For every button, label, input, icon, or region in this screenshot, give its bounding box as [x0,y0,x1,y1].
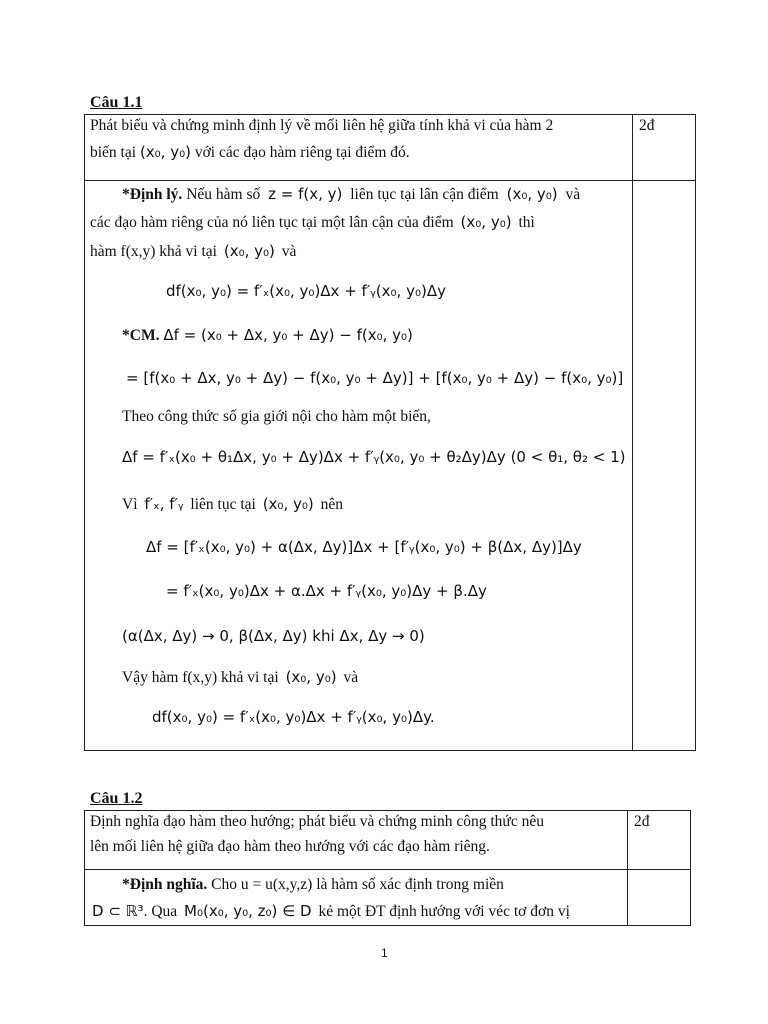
proof-label: *CM. [122,327,160,344]
score-cell: 2đ [634,813,650,830]
proof-text: và [343,669,359,686]
partials-notation: f′ₓ, f′ᵧ [144,495,184,513]
point-notation: (x₀, y₀) [460,213,512,231]
equation-split: = [f(x₀ + Δx, y₀ + Δy) − f(x₀, y₀ + Δy)] + [f(x₀, y₀ + Δy) − f(x₀, y₀)] [126,369,624,387]
equation-mean-value: Δf = f′ₓ(x₀ + θ₁Δx, y₀ + Δy)Δx + f′ᵧ(x₀, y₀ + θ₂Δy)Δy (0 < θ₁, θ₂ < 1) [122,448,626,466]
definition-text: kẻ một ĐT định hướng với véc tơ đơn vị [318,903,570,920]
question-text-line2: lên mối liên hệ giữa đạo hàm theo hướng với các đạo hàm riêng. [90,838,490,855]
theorem-text: và [281,243,297,260]
equation-expanded: = f′ₓ(x₀, y₀)Δx + α.Δx + f′ᵧ(x₀, y₀)Δy + β.Δy [166,582,487,600]
question-text-line1: Định nghĩa đạo hàm theo hướng; phát biểu và chứng minh công thức nêu [90,813,544,830]
equation-limits: (α(Δx, Δy) → 0, β(Δx, Δy) khi Δx, Δy → 0) [122,627,425,645]
theorem-text: các đạo hàm riêng của nó liên tục tại một lân cận của điểm [90,214,454,231]
table-divider-h [84,869,691,870]
theorem-line2 [90,213,535,232]
proof-line-vi [122,495,343,514]
equation-delta-f: Δf = (x₀ + Δx, y₀ + Δy) − f(x₀, y₀) [163,326,413,344]
point-notation: (x₀, y₀) [285,668,337,686]
domain-notation: D ⊂ ℝ³ [92,902,144,920]
proof-text: liên tục tại [190,496,256,513]
table-divider-h [84,925,691,926]
point-notation: (x₀, y₀) [262,495,314,513]
table-divider-h [84,180,696,181]
section-heading-1-2: Câu 1.2 [90,790,143,807]
table-divider-v [632,114,633,751]
theorem-text: và [565,186,581,203]
definition-text: Cho u = u(x,y,z) là hàm số xác định trong miền [211,876,504,893]
proof-text: Vì [122,496,138,513]
theorem-text: liên tục tại lân cận điểm [350,186,499,203]
point-notation: (x₀, y₀) [506,185,558,203]
point-notation: (x₀, y₀) [223,242,275,260]
definition-line1 [122,876,504,894]
proof-line1 [122,326,413,345]
theorem-text: thì [518,214,535,231]
proof-conclusion [122,668,358,687]
table-divider-v [627,810,628,926]
point-notation: M₀(x₀, y₀, z₀) ∈ D [184,902,312,920]
theorem-text: Nếu hàm số [186,186,261,203]
question-text-part: biến tại [90,144,137,161]
theorem-label: *Định lý. [122,186,183,203]
equation-final: df(x₀, y₀) = f′ₓ(x₀, y₀)Δx + f′ᵧ(x₀, y₀)Δy. [152,708,435,726]
point-notation: (x₀, y₀) [139,143,191,161]
question-text-part: với các đạo hàm riêng tại điểm đó. [194,144,410,161]
proof-text: nên [320,496,343,513]
proof-text: Vậy hàm f(x,y) khả vi tại [122,669,279,686]
theorem-line1 [122,185,580,204]
question-text-line1: Phát biểu và chứng minh định lý về mối liên hệ giữa tính khả vi của hàm 2 [90,117,554,134]
theorem-text: hàm f(x,y) khả vi tại [90,243,217,260]
question-text-line2 [90,143,410,162]
equation-alpha-beta: Δf = [f′ₓ(x₀, y₀) + α(Δx, Δy)]Δx + [f′ᵧ(x₀, y₀) + β(Δx, Δy)]Δy [146,538,582,556]
definition-text: . Qua [143,903,178,920]
definition-line2 [92,902,570,921]
section-heading-1-1: Câu 1.1 [90,94,143,111]
proof-text: Theo công thức số gia giới nội cho hàm một biến, [122,408,431,425]
equation-df: df(x₀, y₀) = f′ₓ(x₀, y₀)Δx + f′ᵧ(x₀, y₀)Δy [166,282,446,300]
theorem-line3 [90,242,296,261]
definition-label: *Định nghĩa. [122,876,208,893]
score-cell: 2đ [639,117,655,134]
page-number: 1 [381,946,388,960]
function-notation: z = f(x, y) [268,185,343,203]
question-table-1-1 [84,114,696,751]
